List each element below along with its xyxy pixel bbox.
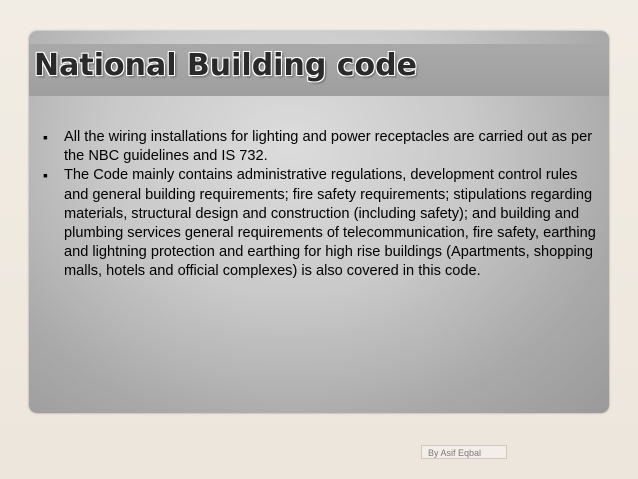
bullet-list [43, 128, 601, 282]
footer-author: By Asif Eqbal [421, 445, 507, 459]
bullet-icon: ▪ [43, 167, 48, 184]
bullet-text: All the wiring installations for lighting and power receptacles are carried out as per the NBC guidelines and IS 732. [64, 129, 593, 165]
bullet-text: The Code mainly contains administrative regulations, development control rules and general building requirements; fire safety requirements; stipulations regarding materials, structural design and construction (including safety); and building and plumbing services general requirements of telecommunication, fire safety, earthing and lightning protection and earthing for high rise buildings (Apartments, shopping malls, hotels and official complexes) is also covered in this code. [64, 167, 596, 280]
slide-title: National Building code [34, 48, 417, 83]
bullet-item-1 [43, 128, 601, 166]
bullet-icon: ▪ [43, 129, 48, 145]
bullet-item-2 [43, 166, 601, 281]
